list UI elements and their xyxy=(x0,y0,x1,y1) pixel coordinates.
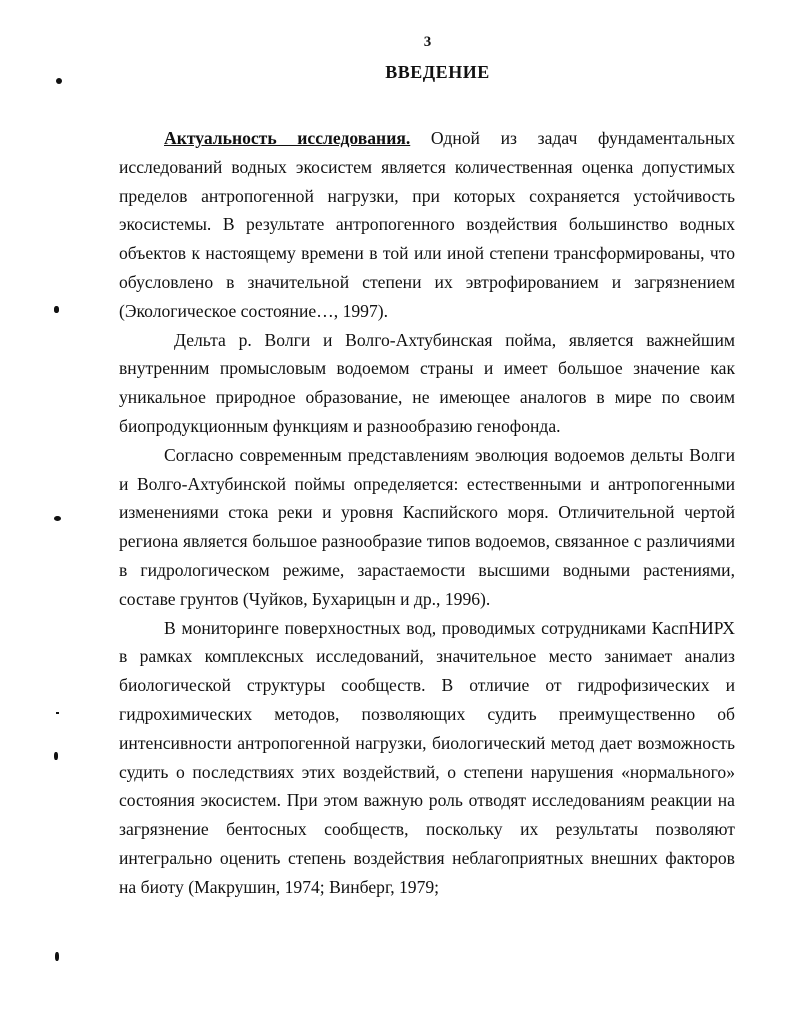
relevance-heading: Актуальность исследования. xyxy=(164,128,411,148)
paragraph-relevance xyxy=(119,124,735,326)
binder-hole-mark xyxy=(56,78,62,84)
binder-hole-mark xyxy=(55,952,59,961)
binder-hole-mark xyxy=(56,712,59,714)
paragraph-evolution: Согласно современным представлениям эволюция водоемов дельты Волги и Волго-Ахтубинской поймы определяется: естественными и антропогенными изменениями стока реки и уровня Каспийского моря. Отличительной чертой региона является большое разнообразие типов водоемов, связанное с различиями в гидрологическом режиме, зарастаемости высшими водными растениями, составе грунтов (Чуйков, Бухарицын и др., 1996). xyxy=(119,444,735,609)
paragraph-volga-delta: Дельта р. Волги и Волго-Ахтубинская пойма, является важнейшим внутренним промысловым водоемом страны и имеет большое значение как уникальное природное образование, не имеющее аналогов в мире по своим биопродукционным функциям и разнообразию генофонда. xyxy=(119,329,735,436)
section-title: ВВЕДЕНИЕ xyxy=(385,62,490,82)
paragraph-text: Одной из задач фундаментальных исследований водных экосистем является количественная оценка допустимых пределов антропогенной нагрузки, при которых сохраняется устойчивость экосистемы. В результате антропогенного воздействия большинство водных объектов к настоящему времени в той или иной степени трансформированы, что обусловлено в значительной степени их эвтрофированием и загрязнением (Экологическое состояние…, 1997). xyxy=(119,128,735,321)
binder-hole-mark xyxy=(54,752,58,760)
binder-hole-mark xyxy=(54,516,61,521)
body-text xyxy=(119,124,735,902)
page-number: 3 xyxy=(423,34,432,50)
binder-hole-mark xyxy=(54,306,59,313)
paragraph-monitoring: В мониторинге поверхностных вод, проводимых сотрудниками КаспНИРХ в рамках комплексных исследований, значительное место занимает анализ биологической структуры сообществ. В отличие от гидрофизических и гидрохимических методов, позволяющих судить преимущественно об интенсивности антропогенной нагрузки, биологический метод дает возможность судить о последствиях этих воздействий, о степени нарушения «нормального» состояния экосистем. При этом важную роль отводят исследованиям реакции на загрязнение бентосных сообществ, поскольку их результаты позволяют интегрально оценить степень воздействия неблагоприятных внешних факторов на биоту (Макрушин, 1974; Винберг, 1979; xyxy=(119,617,735,897)
